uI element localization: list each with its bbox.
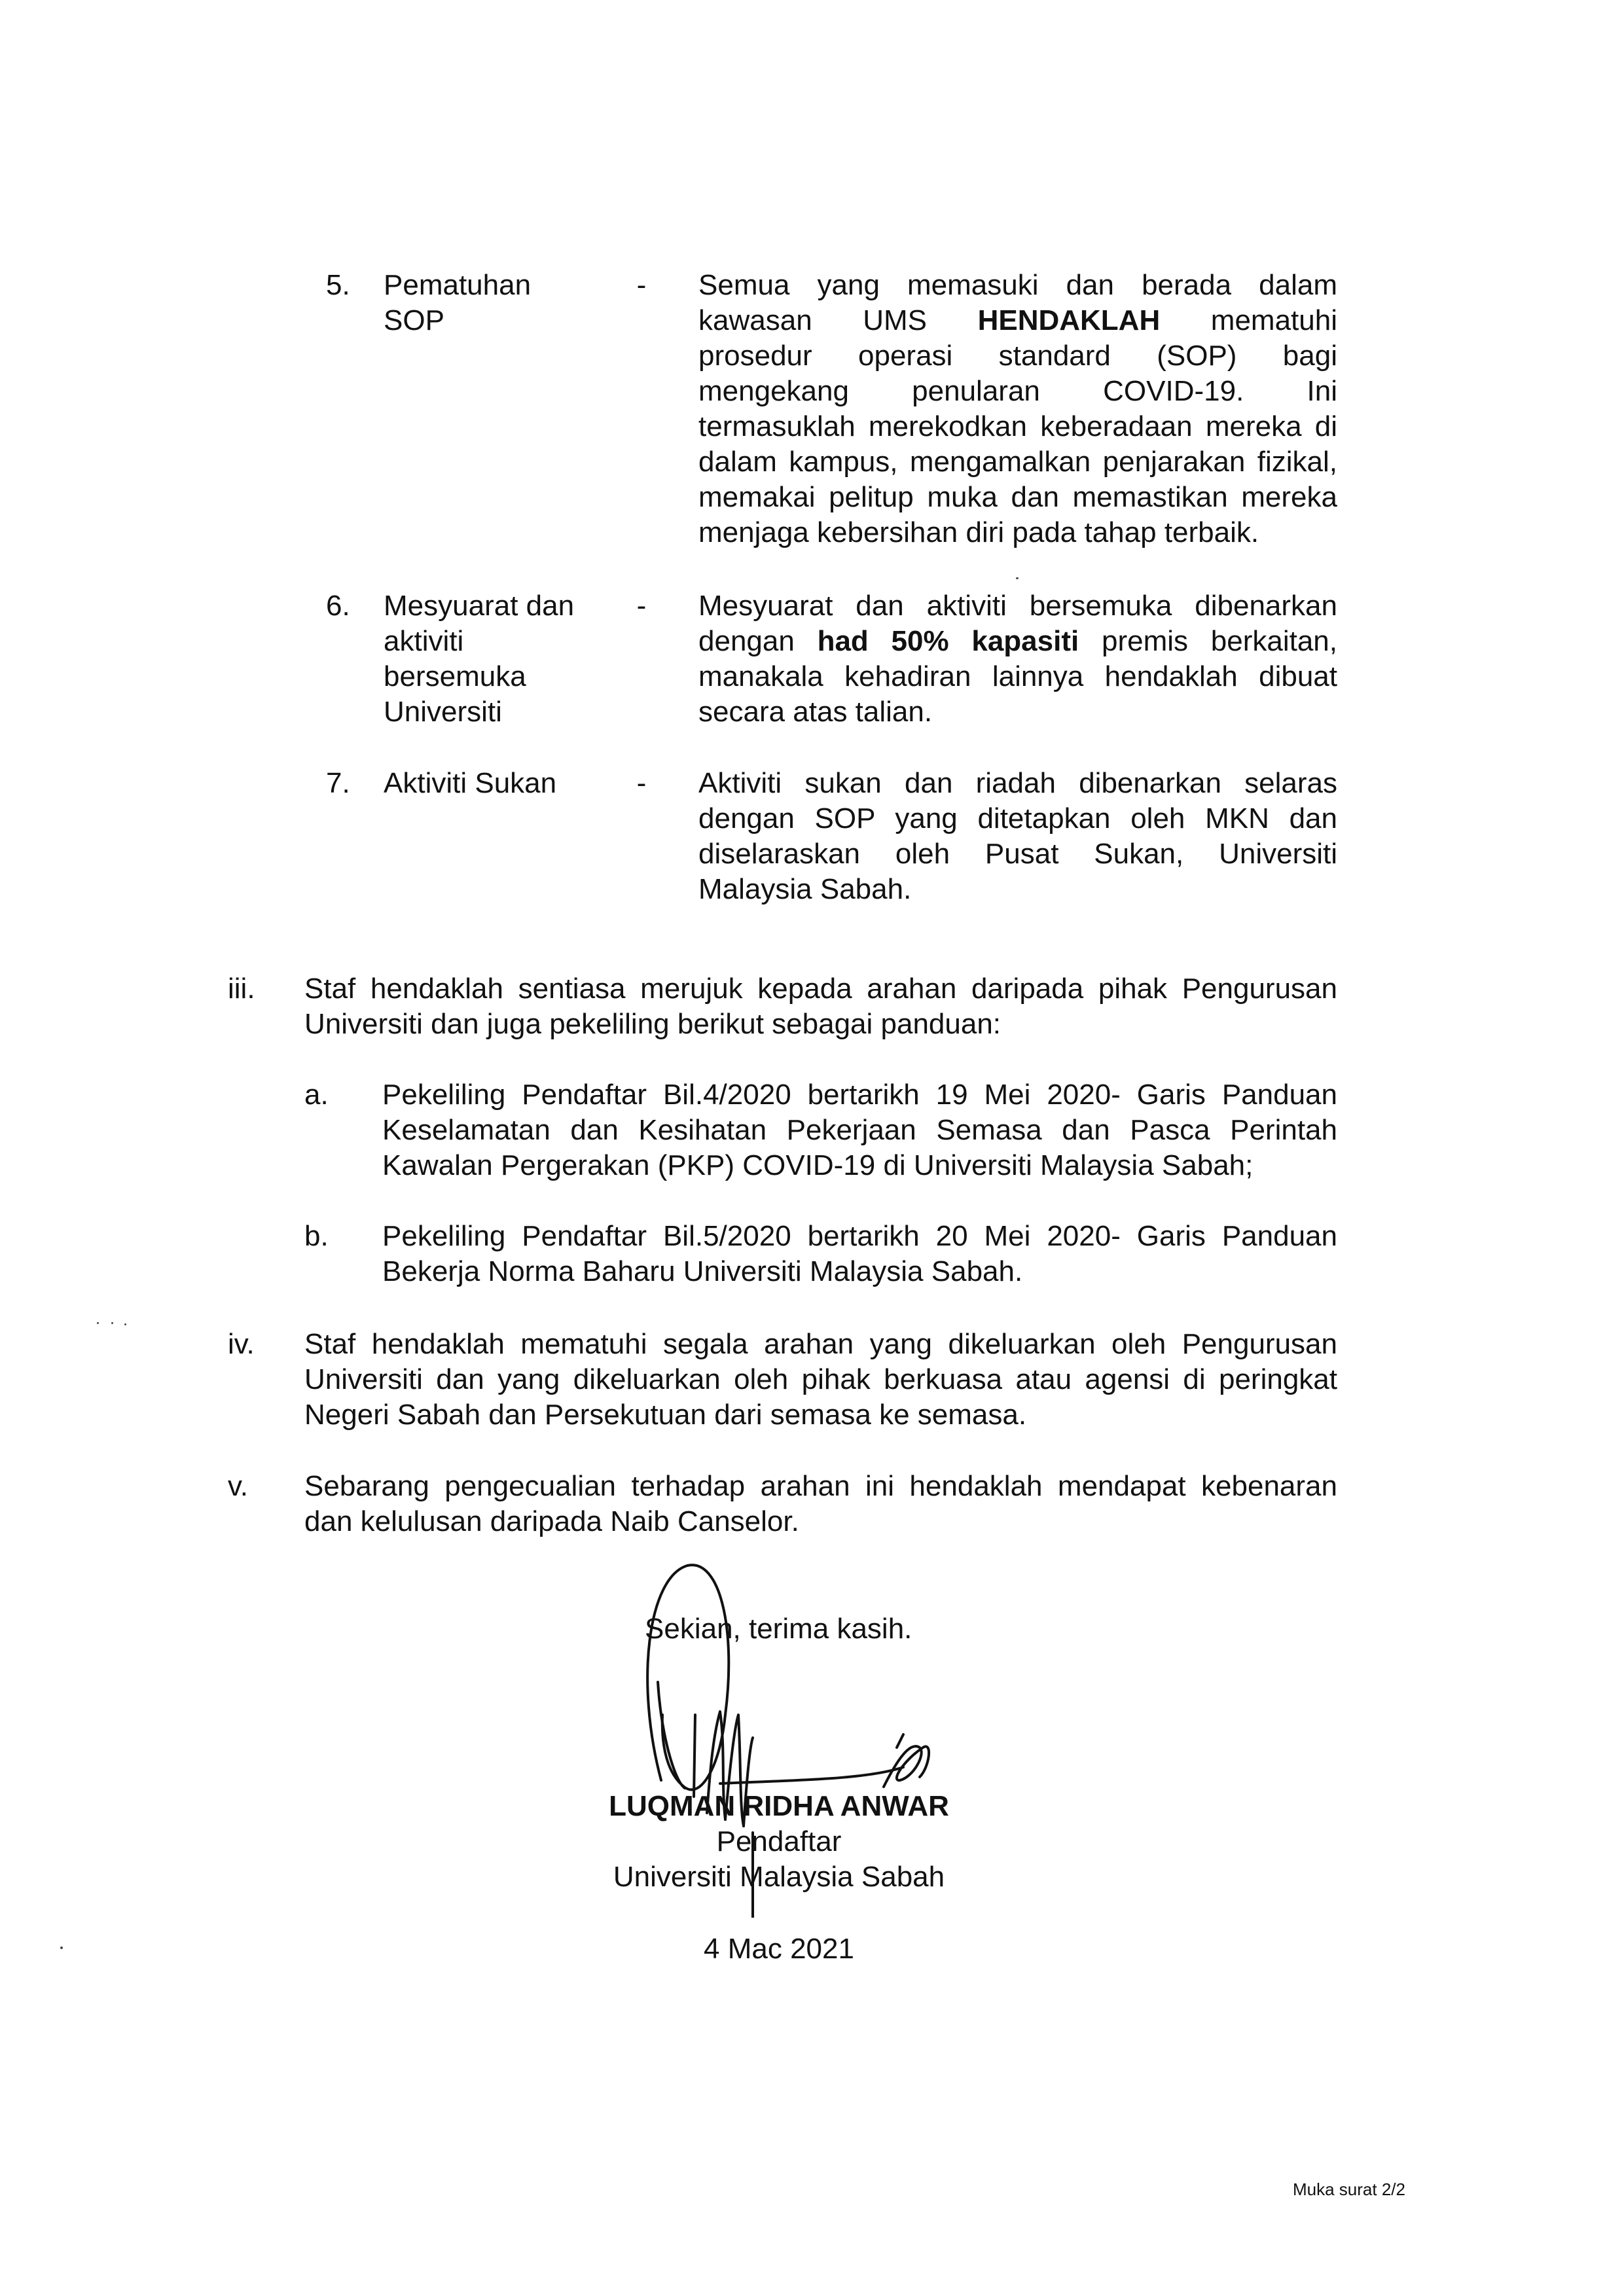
subitem-text — [382, 1077, 1337, 1183]
paragraph-line: Negeri Sabah dan Persekutuan dari semasa ke semasa. — [304, 1399, 1027, 1431]
text-run: Malaysia Sabah. — [698, 873, 912, 905]
text-run: dengan SOP yang ditetapkan oleh MKN dan — [698, 802, 1337, 834]
scan-speck — [124, 1323, 126, 1325]
description-line — [698, 303, 1337, 338]
signatory-institution: Universiti Malaysia Sabah — [613, 1861, 945, 1893]
text-run: premis berkaitan, — [1079, 625, 1337, 657]
item-description — [698, 268, 1337, 550]
page-number: Muka surat 2/2 — [1293, 2179, 1405, 2199]
description-line — [698, 766, 1337, 801]
paragraph-line: dan kelulusan daripada Naib Canselor. — [304, 1505, 799, 1537]
paragraph-line: Pekeliling Pendaftar Bil.5/2020 bertarikh 20 Mei 2020- Garis Panduan — [382, 1220, 1337, 1252]
item-title-line: bersemuka — [384, 660, 526, 692]
paragraph-line: Sebarang pengecualian terhadap arahan ini hendaklah mendapat kebenaran — [304, 1470, 1337, 1502]
item-dash: - — [636, 269, 647, 301]
text-run: Aktiviti sukan dan riadah dibenarkan selaras — [698, 767, 1337, 799]
subitem-text — [382, 1219, 1337, 1289]
item-number: 7. — [326, 767, 350, 799]
text-run: dengan — [698, 625, 818, 657]
item-title-line: Universiti — [384, 696, 502, 728]
description-line — [698, 338, 1337, 374]
paragraph-label: iv. — [228, 1328, 255, 1360]
paragraph-label: iii. — [228, 973, 255, 1005]
paragraph-line: Pekeliling Pendaftar Bil.4/2020 bertarikh 19 Mei 2020- Garis Panduan — [382, 1079, 1337, 1111]
paragraph-label: v. — [228, 1470, 248, 1502]
text-run: Mesyuarat dan aktiviti bersemuka dibenarkan — [698, 590, 1337, 622]
description-line — [698, 801, 1337, 836]
description-line — [698, 624, 1337, 659]
paragraph-text — [304, 1469, 1337, 1539]
scan-speck — [60, 1946, 63, 1949]
description-line — [698, 268, 1337, 303]
item-description — [698, 588, 1337, 730]
description-line — [698, 480, 1337, 515]
paragraph-line: Staf hendaklah mematuhi segala arahan yang dikeluarkan oleh Pengurusan — [304, 1328, 1337, 1360]
text-run: memakai pelitup muka dan memastikan mereka — [698, 481, 1337, 513]
signatory-name: LUQMAN RIDHA ANWAR — [609, 1790, 949, 1822]
description-line — [698, 836, 1337, 872]
paragraph-line: Kawalan Pergerakan (PKP) COVID-19 di Universiti Malaysia Sabah; — [382, 1149, 1254, 1181]
description-line — [698, 588, 1337, 624]
letter-date: 4 Mac 2021 — [704, 1933, 854, 1965]
item-number: 6. — [326, 590, 350, 622]
description-line — [698, 409, 1337, 444]
bold-text: HENDAKLAH — [977, 304, 1161, 336]
description-line — [698, 659, 1337, 694]
text-run: manakala kehadiran lainnya hendaklah dibuat — [698, 660, 1337, 692]
scan-speck — [111, 1322, 113, 1324]
item-title-line: SOP — [384, 304, 444, 336]
item-dash: - — [636, 590, 647, 622]
text-run: menjaga kebersihan diri pada tahap terbaik. — [698, 516, 1259, 548]
text-run: dalam kampus, mengamalkan penjarakan fizikal, — [698, 446, 1337, 478]
closing-thanks: Sekian, terima kasih. — [645, 1613, 912, 1645]
paragraph-line: Universiti dan yang dikeluarkan oleh pihak berkuasa atau agensi di peringkat — [304, 1363, 1337, 1395]
scan-speck — [97, 1322, 99, 1324]
paragraph-line: Keselamatan dan Kesihatan Pekerjaan Semasa dan Pasca Perintah — [382, 1114, 1337, 1146]
bold-text: had 50% kapasiti — [817, 625, 1079, 657]
paragraph-line: Staf hendaklah sentiasa merujuk kepada arahan daripada pihak Pengurusan — [304, 973, 1337, 1005]
text-run: mengekang penularan COVID-19. Ini — [698, 375, 1337, 407]
paragraph-text — [304, 1327, 1337, 1433]
text-run: termasuklah merekodkan keberadaan mereka di — [698, 410, 1337, 442]
description-line — [698, 444, 1337, 480]
paragraph-text — [304, 971, 1337, 1042]
description-line — [698, 694, 1337, 730]
text-run: secara atas talian. — [698, 696, 933, 728]
description-line — [698, 515, 1337, 550]
item-title-line: aktiviti — [384, 625, 464, 657]
description-line — [698, 374, 1337, 409]
paragraph-line: Universiti dan juga pekeliling berikut sebagai panduan: — [304, 1008, 1001, 1040]
item-dash: - — [636, 767, 647, 799]
subitem-label: a. — [304, 1079, 329, 1111]
text-run: Semua yang memasuki dan berada dalam — [698, 269, 1337, 301]
scan-speck — [1016, 577, 1019, 579]
text-run: kawasan UMS — [698, 304, 978, 336]
text-run: mematuhi — [1160, 304, 1337, 336]
item-title-line: Mesyuarat dan — [384, 590, 575, 622]
item-description — [698, 766, 1337, 907]
item-title-line: Pematuhan — [384, 269, 532, 301]
signatory-position: Pendaftar — [716, 1825, 842, 1857]
text-run: prosedur operasi standard (SOP) bagi — [698, 340, 1337, 372]
subitem-label: b. — [304, 1220, 329, 1252]
text-run: diselaraskan oleh Pusat Sukan, Universiti — [698, 838, 1337, 870]
item-title-line: Aktiviti Sukan — [384, 767, 557, 799]
paragraph-line: Bekerja Norma Baharu Universiti Malaysia Sabah. — [382, 1255, 1023, 1287]
item-number: 5. — [326, 269, 350, 301]
description-line — [698, 872, 1337, 907]
